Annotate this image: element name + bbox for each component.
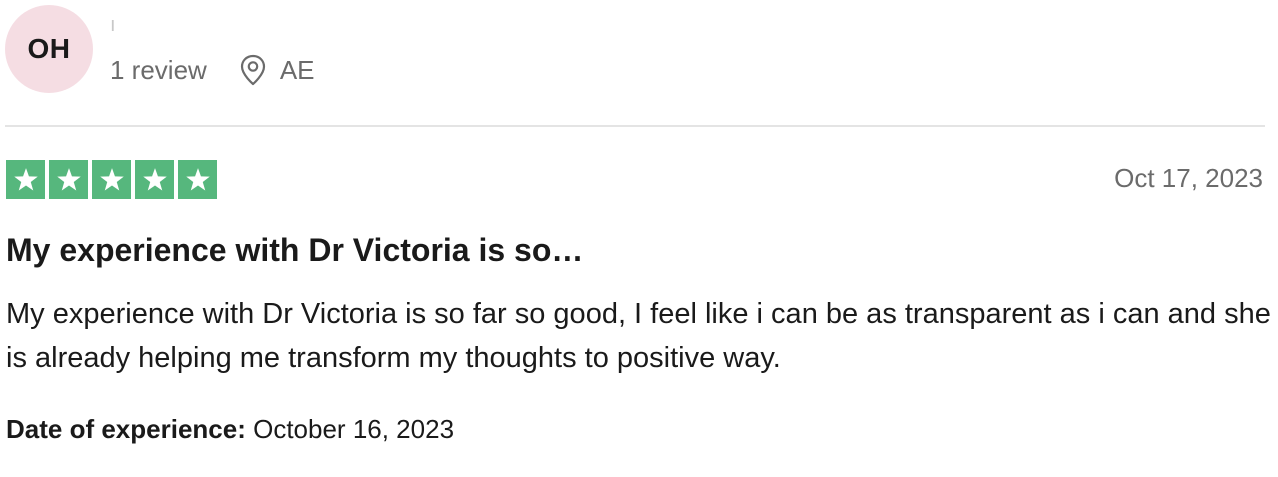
review-body: My experience with Dr Victoria is so far so good, I feel like i can be as transparent as i can and she is already helping me transform my thoughts to positive way. <box>6 298 1271 374</box>
star-icon <box>49 160 88 199</box>
star-rating <box>6 160 217 199</box>
star-icon <box>135 160 174 199</box>
star-icon <box>92 160 131 199</box>
reviewer-meta <box>110 52 315 88</box>
review-title[interactable]: My experience with Dr Victoria is so… <box>6 232 584 268</box>
avatar[interactable] <box>5 5 93 93</box>
experience-date: October 16, 2023 <box>253 414 455 444</box>
experience-label: Date of experience: <box>6 414 246 444</box>
date-of-experience <box>6 414 454 445</box>
location-pin-icon <box>239 54 267 86</box>
review-count: 1 review <box>110 54 207 85</box>
star-icon <box>6 160 45 199</box>
reviewer-country: AE <box>279 54 315 85</box>
review-date: Oct 17, 2023 <box>1114 163 1263 193</box>
divider <box>5 125 1265 127</box>
reviewer-name[interactable]: ı <box>110 14 116 36</box>
star-icon <box>178 160 217 199</box>
avatar-initials: OH <box>27 33 71 64</box>
